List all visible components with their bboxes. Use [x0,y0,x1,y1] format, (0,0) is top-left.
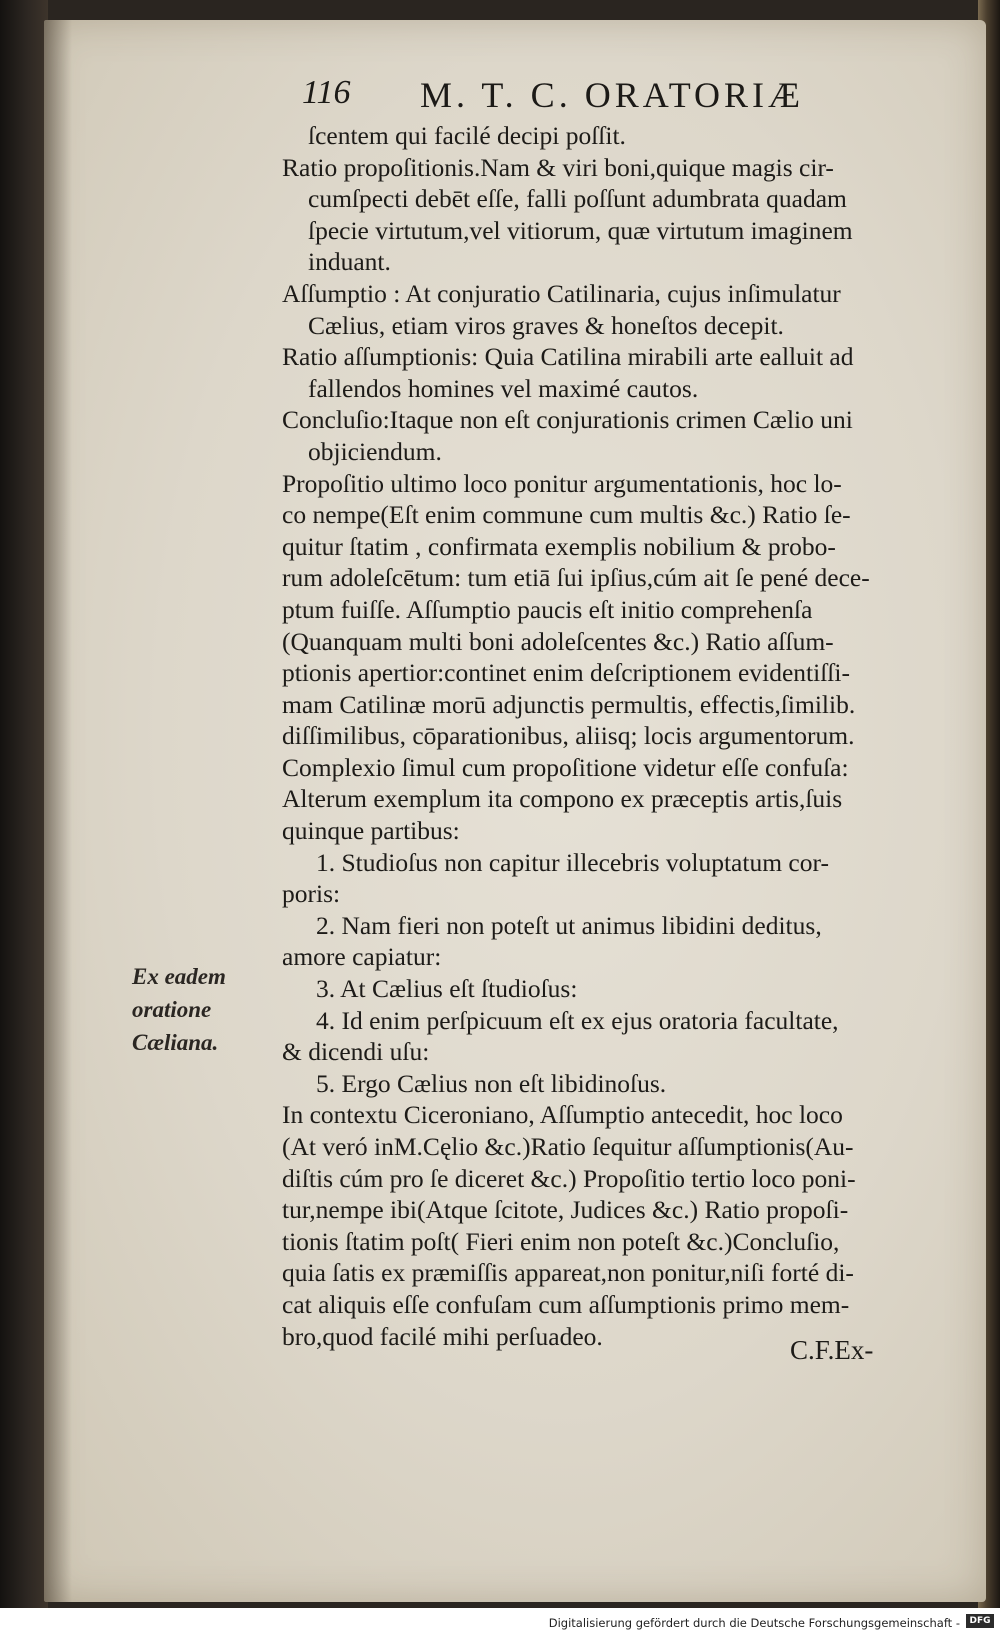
list-item: 3. At Cælius eſt ſtudioſus: [316,974,578,1004]
binding-shadow [44,20,72,1602]
text-line: ptionis apertior:continet enim deſcriptionem evidentiſſi- [282,658,850,688]
marginal-note-line: oratione [132,997,212,1022]
text-line: & dicendi uſu: [282,1037,430,1067]
list-item: 5. Ergo Cælius non eſt libidinoſus. [316,1068,667,1098]
marginal-note-line: Ex eadem [132,964,226,989]
text-line: quinque partibus: [282,816,460,846]
text-line: tionis ſtatim poſt( Fieri enim non poteſt &c.)Concluſio, [282,1226,840,1256]
text-line: Ratio propoſitionis.Nam & viri boni,quique magis cir- [282,152,834,182]
list-item: 2. Nam fieri non poteſt ut animus libidini deditus, [316,910,822,940]
text-line: quitur ſtatim , confirmata exemplis nobilium & probo- [282,531,836,561]
running-head: M. T. C. ORATORIÆ [420,75,805,115]
text-line: Ratio aſſumptionis: Quia Catilina mirabili arte ealluit ad [282,342,854,372]
text-line: co nempe(Eſt enim commune cum multis &c.) Ratio ſe- [282,500,851,530]
text-line: mam Catilinæ morū adjunctis permultis, effectis,ſimilib. [282,689,856,719]
text-line: Cælius, etiam viros graves & honeſtos decepit. [308,310,784,340]
marginal-note-line: Cæliana. [132,1030,219,1055]
book-spine [0,0,48,1608]
text-line: objiciendum. [308,436,442,466]
text-line: ptum fuiſſe. Aſſumptio paucis eſt initio comprehenſa [282,594,813,624]
text-line: rum adoleſcētum: tum etiā ſui ipſius,cúm ait ſe pené dece- [282,563,870,593]
text-line: Alterum exemplum ita compono ex præceptis artis,ſuis [282,784,843,814]
text-line: Concluſio:Itaque non eſt conjurationis crimen Cælio uni [282,405,853,435]
text-line: fallendos homines vel maximé cautos. [308,373,699,403]
body-text [282,120,904,1352]
text-line: Complexio ſimul cum propoſitione videtur eſſe confuſa: [282,752,849,782]
text-line: quia ſatis ex præmiſſis appareat,non ponitur,niſi forté di- [282,1258,854,1288]
text-line: diſſimilibus, cōparationibus, aliisq; locis argumentorum. [282,721,855,751]
text-line: (At veró inM.Cęlio &c.)Ratio ſequitur aſſumptionis(Au- [282,1132,854,1161]
list-item: 1. Studioſus non capitur illecebris voluptatum cor- [316,847,829,877]
text-line: In contextu Ciceroniano, Aſſumptio antecedit, hoc loco [282,1100,843,1130]
list-item: 4. Id enim perſpicuum eſt ex ejus oratoria facultate, [316,1005,839,1035]
text-line: amore capiatur: [282,942,442,972]
text-line: Propoſitio ultimo loco ponitur argumentationis, hoc lo- [282,468,842,498]
dfg-logo-icon: DFG [966,1614,994,1628]
footer-credit: Digitalisierung gefördert durch die Deutsche Forschungsgemeinschaft - [548,1616,960,1630]
text-line: poris: [282,879,341,909]
text-line: cat aliquis eſſe confuſam cum aſſumptionis primo mem- [282,1289,850,1319]
text-line: (Quanquam multi boni adoleſcentes &c.) Ratio aſſum- [282,626,834,656]
text-line: bro,quod facilé mihi perſuadeo. [282,1321,603,1351]
text-line: diſtis cúm pro ſe diceret &c.) Propoſitio tertio loco poni- [282,1163,856,1193]
page-number: 116 [302,74,351,111]
marginal-note [132,960,262,1059]
text-line: Aſſumptio : At conjuratio Catilinaria, cujus inſimulatur [282,278,841,308]
text-line: induant. [308,247,391,277]
text-line: tur,nempe ibi(Atque ſcitote, Judices &c.) Ratio propoſi- [282,1195,849,1225]
text-line: ſcentem qui facilé decipi poſſit. [308,121,626,150]
text-line: cumſpecti debēt eſſe, falli poſſunt adumbrata quadam [308,184,847,214]
catchword: C.F.Ex- [790,1335,874,1365]
text-line: ſpecie virtutum,vel vitiorum, quæ virtutum imaginem [308,215,853,245]
